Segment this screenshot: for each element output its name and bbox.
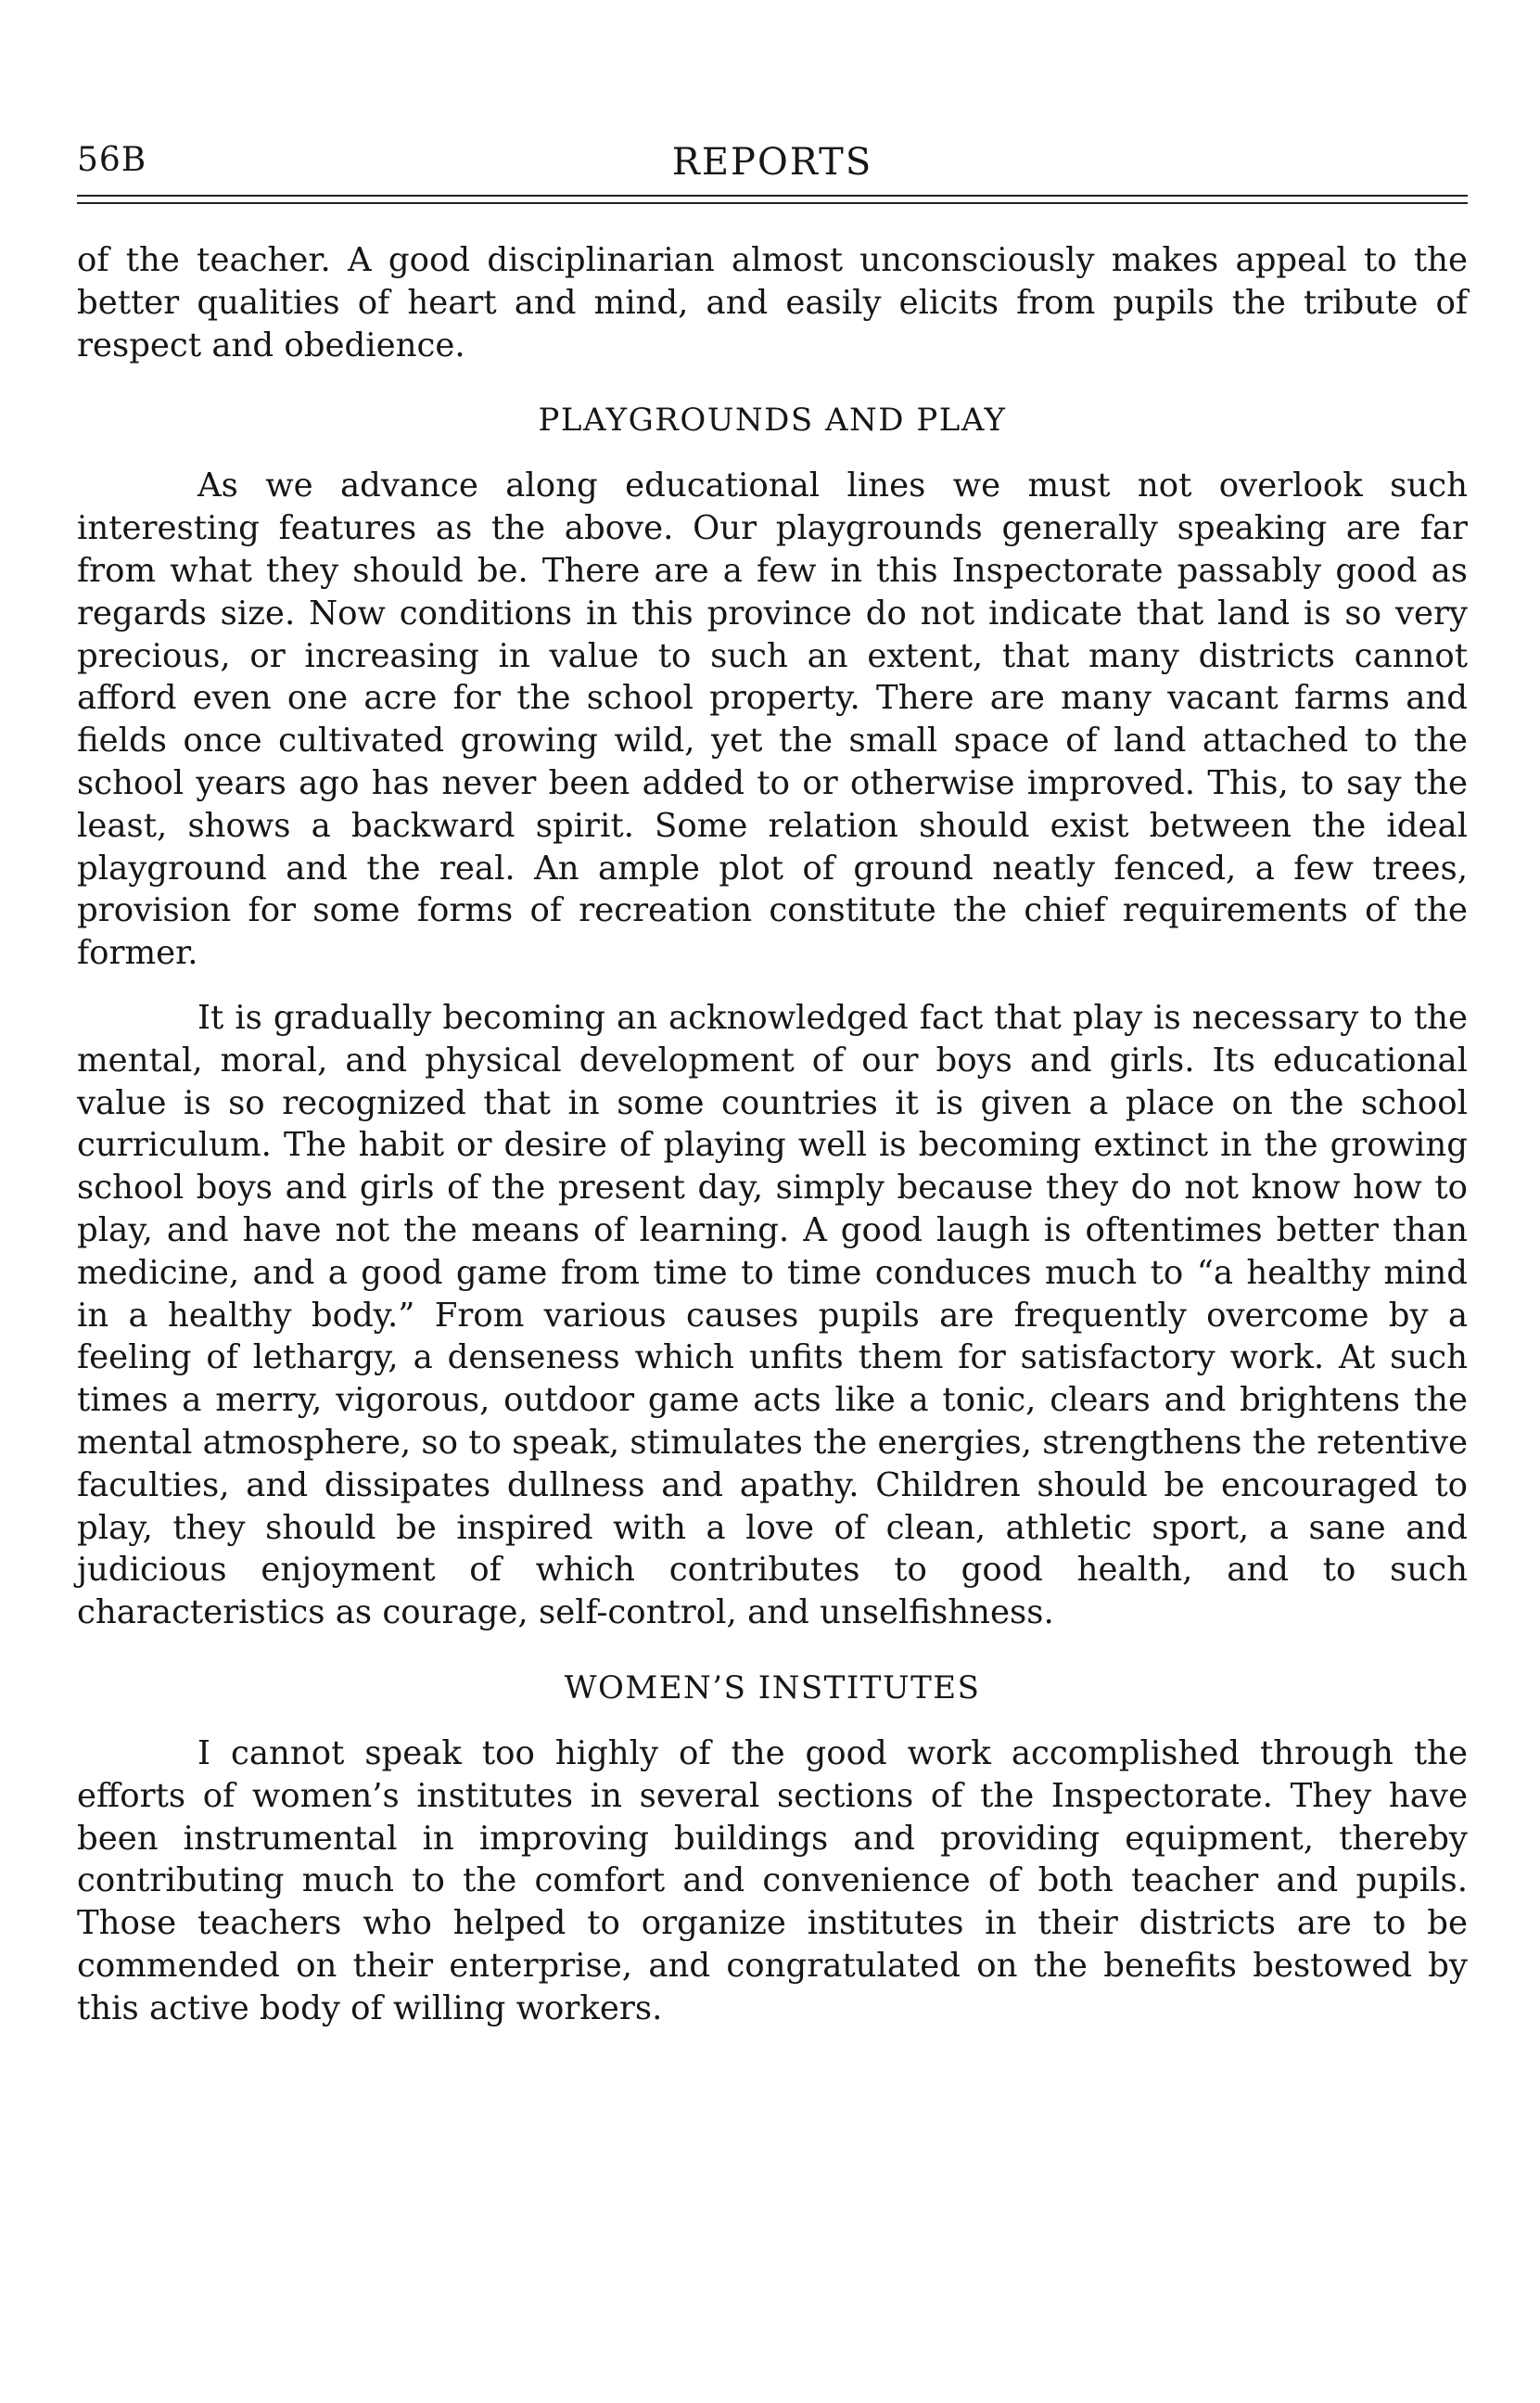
section-womens-institutes bbox=[77, 1668, 1468, 2030]
body-paragraph: It is gradually becoming an acknowledged fact that play is necessary to the mental, moral, and physical development of our boys and girls. Its educational value is so recognized that in some countries it is given a place on the school curriculum. The habit or desire of playing well is becoming extinct in the growing school boys and girls of the present day, simply because they do not know how to play, and have not the means of learning. A good laugh is oftentimes better than medicine, and a good game from time to time conduces much to “a healthy mind in a healthy body.” From various causes pupils are frequently overcome by a feeling of lethargy, a denseness which unfits them for satisfactory work. At such times a merry, vigorous, outdoor game acts like a tonic, clears and brightens the mental atmosphere, so to speak, stimulates the energies, strengthens the retentive faculties, and dissipates dullness and apathy. Children should be encouraged to play, they should be inspired with a love of clean, athletic sport, a sane and judicious enjoyment of which contributes to good health, and to such characteristics as courage, self-control, and unselfishness. bbox=[77, 998, 1469, 1632]
body-paragraph: I cannot speak too highly of the good work accomplished through the efforts of women’s institutes in several sections of the Inspectorate. They have been instrumental in improving buildings and providing equipment, thereby contributing much to the comfort and convenience of both teacher and pupils. Those teachers who helped to organize institutes in their districts are to be commended on their enterprise, and congratulated on the benefits bestowed by this active body of willing workers. bbox=[77, 1733, 1468, 2027]
section-heading: PLAYGROUNDS AND PLAY bbox=[538, 402, 1007, 440]
page-number: 56B bbox=[77, 141, 147, 179]
header-rule bbox=[77, 202, 1468, 204]
paragraph-spacer bbox=[77, 975, 1468, 997]
running-header bbox=[77, 130, 1468, 195]
section-heading: WOMEN’S INSTITUTES bbox=[564, 1668, 981, 1706]
body-paragraph: As we advance along educational lines we must not overlook such interesting features as the above. Our playgrounds generally speaking are far from what they should be. There are a few in this Inspectorate passably good as regards size. Now conditions in this province do not indicate that land is so very precious, or increasing in value to such an extent, that many districts cannot afford even one acre for the school property. There are many vacant farms and fields once cultivated growing wild, yet the small space of land attached to the school years ago has never been added to or otherwise improved. This, to say the least, shows a backward spirit. Some relation should exist between the ideal playground and the real. An ample plot of ground neatly fenced, a few trees, provision for some forms of recreation constitute the chief requirements of the former. bbox=[77, 467, 1468, 973]
intro-paragraph: of the teacher. A good disciplinarian almost unconsciously makes appeal to the better qualities of heart and mind, and easily elicits from pupils the tribute of respect and obedience. bbox=[77, 241, 1468, 364]
section-playgrounds-and-play bbox=[77, 400, 1468, 1634]
page-content bbox=[77, 130, 1468, 2029]
running-title: REPORTS bbox=[671, 141, 873, 184]
header-rule bbox=[77, 195, 1468, 197]
